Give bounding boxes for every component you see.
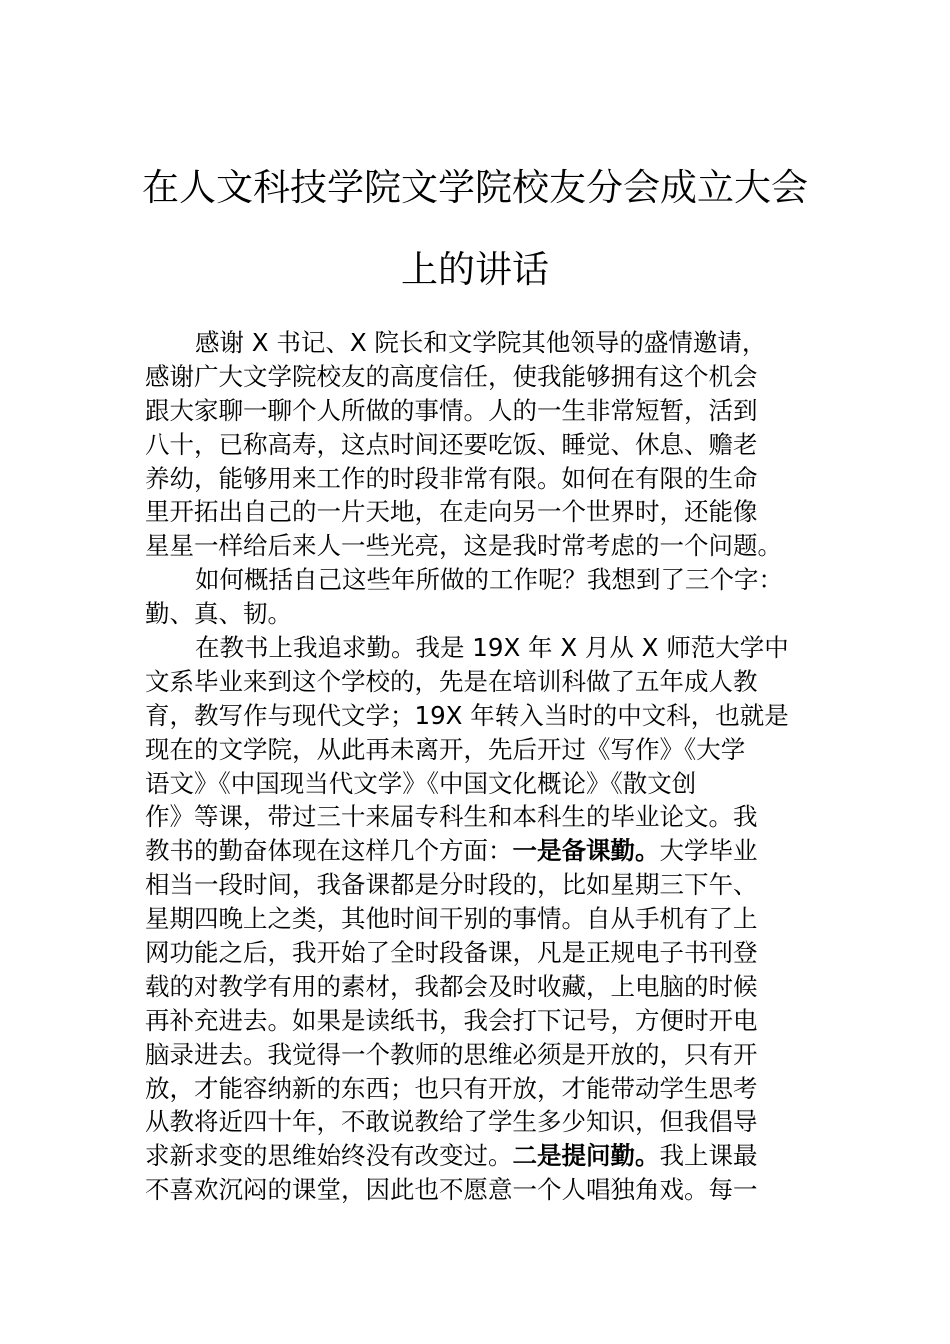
text-line: 勤、真、韧。 xyxy=(145,599,292,629)
text-line: 养幼，能够用来工作的时段非常有限。如何在有限的生命 xyxy=(145,463,758,493)
text-segment: 求新求变的思维始终没有改变过。 xyxy=(145,1141,513,1171)
text-line-with-emphasis xyxy=(145,1139,845,1173)
text-line: 现在的文学院，从此再未离开，先后开过《写作》《大学 xyxy=(145,734,746,764)
text-line: 语文》《中国现当代文学》《中国文化概论》《散文创 xyxy=(145,768,697,798)
text-segment: 我上课最 xyxy=(659,1141,758,1171)
text-line: 八十，已称高寿，这点时间还要吃饭、睡觉、休息、赡老 xyxy=(145,429,758,459)
text-line: 网功能之后，我开始了全时段备课，凡是正规电子书刊登 xyxy=(145,938,758,968)
text-line-with-emphasis xyxy=(145,834,845,868)
text-line: 作》等课，带过三十来届专科生和本科生的毕业论文。我 xyxy=(145,802,758,832)
document-body xyxy=(145,326,845,1207)
text-line: 再补充进去。如果是读纸书，我会打下记号，方便时开电 xyxy=(145,1005,758,1035)
text-line: 里开拓出自己的一片天地，在走向另一个世界时，还能像 xyxy=(145,497,758,527)
text-line: 不喜欢沉闷的课堂，因此也不愿意一个人唱独角戏。每一 xyxy=(145,1175,758,1205)
text-line: 感谢广大文学院校友的高度信任，使我能够拥有这个机会 xyxy=(145,361,758,391)
text-segment: 教书的勤奋体现在这样几个方面： xyxy=(145,836,513,866)
text-line: 放，才能容纳新的东西；也只有开放，才能带动学生思考 xyxy=(145,1073,758,1103)
text-line: 文系毕业来到这个学校的，先是在培训科做了五年成人教 xyxy=(145,666,758,696)
text-line: 在教书上我追求勤。我是 19X 年 X 月从 X 师范大学中 xyxy=(195,633,789,663)
emphasis-heading: 二是提问勤。 xyxy=(512,1141,660,1171)
text-line: 跟大家聊一聊个人所做的事情。人的一生非常短暂，活到 xyxy=(145,395,758,425)
text-line: 感谢 X 书记、X 院长和文学院其他领导的盛情邀请， xyxy=(195,328,767,357)
text-line: 星期四晚上之类，其他时间干别的事情。自从手机有了上 xyxy=(145,904,758,934)
title-line-2: 上的讲话 xyxy=(401,248,549,291)
text-segment: 大学毕业 xyxy=(659,836,758,866)
document-title xyxy=(140,147,810,311)
title-line-1: 在人文科技学院文学院校友分会成立大会 xyxy=(142,166,808,209)
text-line: 载的对教学有用的素材，我都会及时收藏，上电脑的时候 xyxy=(145,971,758,1001)
emphasis-heading: 一是备课勤。 xyxy=(512,836,660,866)
text-line: 星星一样给后来人一些光亮，这是我时常考虑的一个问题。 xyxy=(145,531,782,561)
text-line: 从教将近四十年，不敢说教给了学生多少知识，但我倡导 xyxy=(145,1107,758,1137)
text-line: 育，教写作与现代文学；19X 年转入当时的中文科，也就是 xyxy=(145,700,789,730)
text-line: 脑录进去。我觉得一个教师的思维必须是开放的，只有开 xyxy=(145,1039,758,1069)
text-line: 如何概括自己这些年所做的工作呢？我想到了三个字： xyxy=(195,565,783,595)
text-line: 相当一段时间，我备课都是分时段的，比如星期三下午、 xyxy=(145,870,758,900)
